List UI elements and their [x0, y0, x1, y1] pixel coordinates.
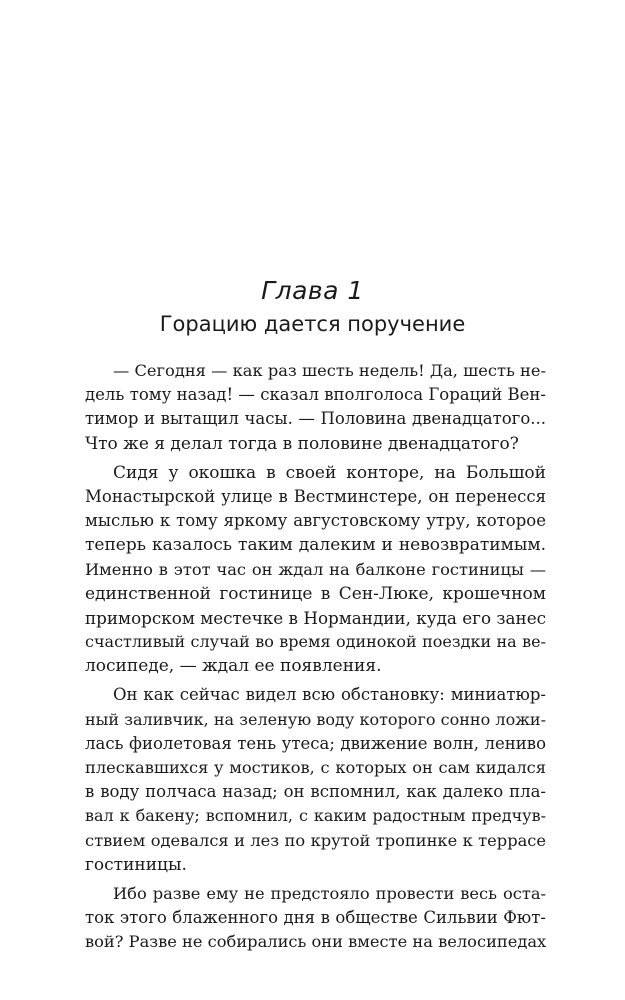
text-line: приморском местечке в Нормандии, куда его занес [85, 607, 546, 628]
text-line: вал к бакену; вспомнил, с каким радостным предчув- [85, 806, 546, 826]
text-line: теперь казалось таким далеким и невозвратимым. [85, 535, 546, 556]
text-line: ный заливчик, на зеленую воду которого сонно ложи- [85, 709, 546, 729]
text-line: лосипеде, — ждал ее появления. [85, 656, 382, 677]
text-line: Монастырской улице в Вестминстере, он перенесся [85, 486, 546, 506]
text-line: мыслью к тому яркому августовскому утру, которое [85, 511, 546, 531]
text-line: тимор и вытащил часы. — Половина двенадцатого... [85, 409, 546, 429]
paragraph [85, 882, 546, 955]
text-line: ток этого блаженного дня в обществе Сильвии Фют- [85, 908, 546, 928]
text-line: ствием одевался и лез по крутой тропинке к террасе [85, 830, 546, 850]
paragraph [85, 359, 546, 456]
text-line: Он как сейчас видел всю обстановку: миниатюр- [113, 685, 546, 705]
text-line: Что же я делал тогда в половине двенадцатого? [85, 433, 519, 454]
text-line: дель тому назад! — сказал вполголоса Гораций Вен- [85, 385, 546, 405]
chapter-title: Горацию дается поручение [159, 312, 466, 336]
text-line: — Сегодня — как раз шесть недель! Да, шесть не- [113, 361, 546, 380]
paragraph [85, 683, 546, 877]
text-line: Ибо разве ему не предстояло провести весь оста- [113, 883, 546, 903]
text-line: вой? Разве не собирались они вместе на велосипедах [85, 932, 547, 952]
text-line: гостиницы. [85, 854, 187, 875]
text-line: Именно в этот час он ждал на балконе гостиницы — [85, 559, 546, 579]
text-line: счастливый случай во время одинокой поездки на ве- [85, 632, 546, 652]
text-line: единственной гостинице в Сен-Люке, крошечном [85, 583, 546, 604]
chapter-number: Глава 1 [261, 276, 364, 305]
text-line: лась фиолетовая тень утеса; движение волн, лениво [85, 733, 546, 753]
text-line: Сидя у окошка в своей конторе, на Большой [113, 462, 546, 483]
text-line: в воду полчаса назад; он вспомнил, как далеко пла- [85, 782, 546, 802]
paragraph [85, 461, 546, 679]
text-line: плескавшихся у мостиков, с которых он сам кидался [85, 758, 546, 777]
chapter-body [85, 359, 546, 955]
